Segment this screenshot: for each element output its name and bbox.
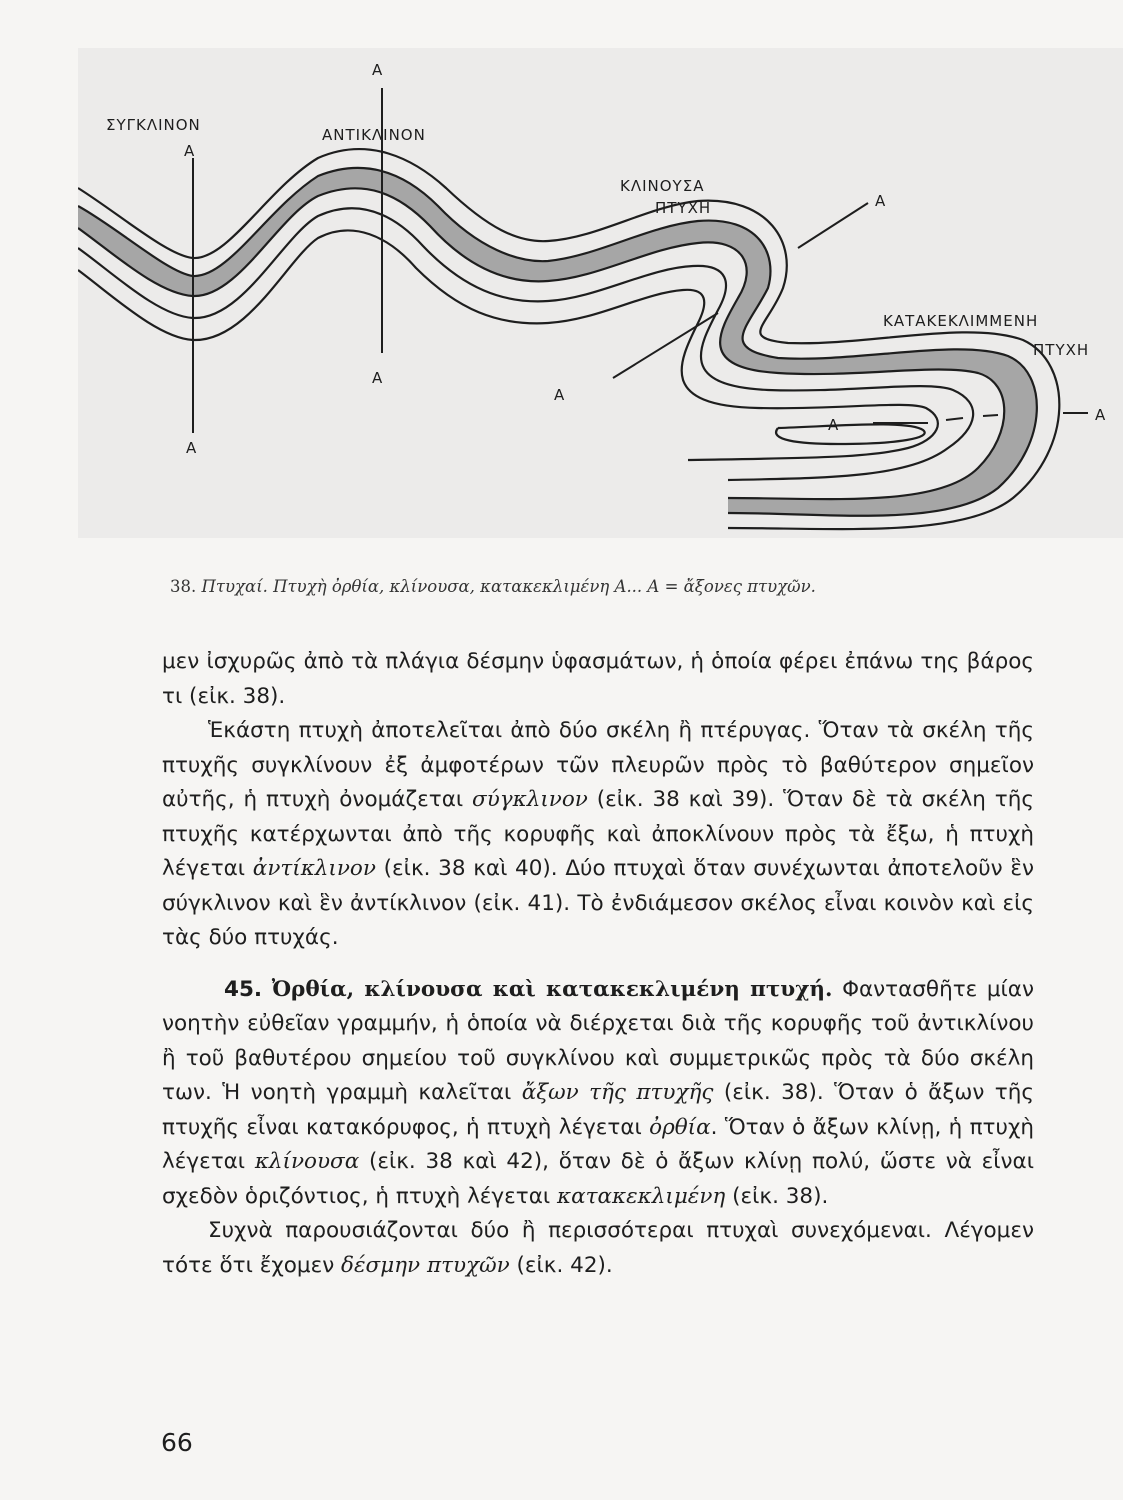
paragraph-3 [162, 973, 1034, 1215]
section-title: Ὀρθία, κλίνουσα καὶ κατακεκλιμένη πτυχή. [271, 976, 833, 1002]
paragraph-3-text-d: (εἰκ. 38 καὶ 42), ὅταν δὲ ὁ ἄξων κλίνῃ πολύ, ὥστε νὰ εἶναι σχεδὸν ὁριζόντιος, ἡ πτυχὴ λέγεται [162, 1149, 1034, 1209]
inclined-fold-label-1: ΚΛΙΝΟΥΣΑ [620, 177, 705, 195]
paragraph-2 [162, 714, 1034, 956]
section-number: 45. [224, 976, 263, 1002]
syncline-axis-top-label: Α [184, 142, 196, 160]
paragraph-4-text-a: Συχνὰ παρουσιάζονται δύο ἢ περισσότεραι πτυχαὶ συνεχόμεναι. Λέγομεν τότε ὅτι ἔχομεν [162, 1218, 1034, 1278]
recumbent-fold-axis-outer-label: Α [1095, 406, 1107, 424]
term-inclined: κλίνουσα [254, 1149, 360, 1174]
paragraph-3-text-b: (εἰκ. 38). Ὅταν ὁ ἄξων τῆς πτυχῆς εἶναι κατακόρυφος, ἡ πτυχὴ λέγεται [162, 1080, 1034, 1140]
term-syncline: σύγκλινον [472, 787, 588, 812]
layer-line-3 [78, 188, 1004, 499]
caption-text: Πτυχαί. Πτυχὴ ὀρθία, κλίνουσα, κατακεκλιμένη Α... Α = ἄξονες πτυχῶν. [201, 577, 816, 596]
syncline-axis-bottom-label: Α [186, 439, 198, 457]
anticline-axis-top-label: Α [372, 61, 384, 79]
anticline-axis-bottom-label: Α [372, 369, 384, 387]
paragraph-4-text-b: (εἰκ. 42). [509, 1252, 613, 1278]
paragraph-2-text-a: Ἑκάστη πτυχὴ ἀποτελεῖται ἀπὸ δύο σκέλη ἢ πτέρυγας. Ὅταν τὰ σκέλη τῆς πτυχῆς συγκλίνουν ἐξ ἀμφοτέρων τῶν πλευρῶν πρὸς τὸ βαθύτερον σημεῖον αὐτῆς, ἡ πτυχὴ ὀνομάζεται [162, 718, 1034, 812]
layer-line-2 [78, 168, 1037, 516]
fold-diagram [78, 48, 1123, 538]
term-fold-bundle: δέσμην πτυχῶν [341, 1252, 510, 1278]
body-text [162, 645, 1034, 1283]
shaded-rock-layer [78, 168, 1037, 516]
recumbent-fold-axis-inner-label: Α [828, 416, 840, 434]
term-fold-axis: ἄξων τῆς πτυχῆς [521, 1080, 714, 1105]
recumbent-fold-label-2: ΠΤΥΧΗ [1033, 341, 1090, 359]
page-number: 66 [161, 1428, 193, 1457]
inclined-fold-axis-upper [798, 203, 868, 248]
inclined-fold-axis-top-label: Α [875, 192, 887, 210]
inclined-fold-label-2: ΠΤΥΧΗ [655, 199, 712, 217]
layer-line-1 [78, 149, 1059, 529]
recumbent-fold-axis-3 [983, 415, 998, 416]
paragraph-1-text: μεν ἰσχυρῶς ἀπὸ τὰ πλάγια δέσμην ὑφασμάτων, ἡ ὁποία φέρει ἐπάνω της βάρος τι (εἰκ. 38). [162, 649, 1034, 709]
syncline-label: ΣΥΓΚΛΙΝΟΝ [106, 116, 201, 134]
term-recumbent: κατακεκλιμένη [557, 1183, 726, 1209]
paragraph-2-text-b: (εἰκ. 38 καὶ 39). Ὅταν δὲ τὰ σκέλη τῆς πτυχῆς κατέρχωνται ἀπὸ τῆς κορυφῆς καὶ ἀποκλίνουν πρὸς τὰ ἔξω, ἡ πτυχὴ λέγεται [162, 787, 1034, 881]
anticline-label: ΑΝΤΙΚΛΙΝΟΝ [322, 126, 426, 144]
caption-number: 38. [170, 577, 197, 596]
inner-fold-core [776, 424, 925, 444]
paragraph-1 [162, 645, 1034, 714]
recumbent-fold-label-1: ΚΑΤΑΚΕΚΛΙΜΜΕΝΗ [883, 312, 1039, 330]
inclined-fold-axis-bottom-label: Α [554, 386, 566, 404]
figure-caption [170, 577, 1050, 596]
paragraph-4 [162, 1214, 1034, 1283]
term-anticline: ἀντίκλινον [252, 856, 376, 881]
paragraph-3-text-a: Φαντασθῆτε μίαν νοητὴν εὐθεῖαν γραμμήν, ἡ ὁποία νὰ διέρχεται διὰ τῆς κορυφῆς τοῦ ἀντικλίνου ἢ τοῦ βαθυτέρου σημείου τοῦ συγκλίνου καὶ συμμετρικῶς πρὸς τὰ δύο σκέλη των. Ἡ νοητὴ γραμμὴ καλεῖται [162, 976, 1034, 1105]
paragraph-2-text-c: (εἰκ. 38 καὶ 40). Δύο πτυχαὶ ὅταν συνέχωνται ἀποτελοῦν ἓν σύγκλινον καὶ ἓν ἀντίκλινον (εἰκ. 41). Τὸ ἐνδιάμεσον σκέλος εἶναι κοινὸν καὶ εἰς τὰς δύο πτυχάς. [162, 856, 1034, 950]
paragraph-3-text-c: . Ὅταν ὁ ἄξων κλίνῃ, ἡ πτυχὴ λέγεται [162, 1114, 1034, 1174]
layer-line-4 [78, 208, 973, 480]
recumbent-fold-axis-2 [946, 418, 963, 420]
paragraph-3-text-e: (εἰκ. 38). [725, 1183, 829, 1209]
term-upright: ὀρθία [649, 1114, 711, 1140]
